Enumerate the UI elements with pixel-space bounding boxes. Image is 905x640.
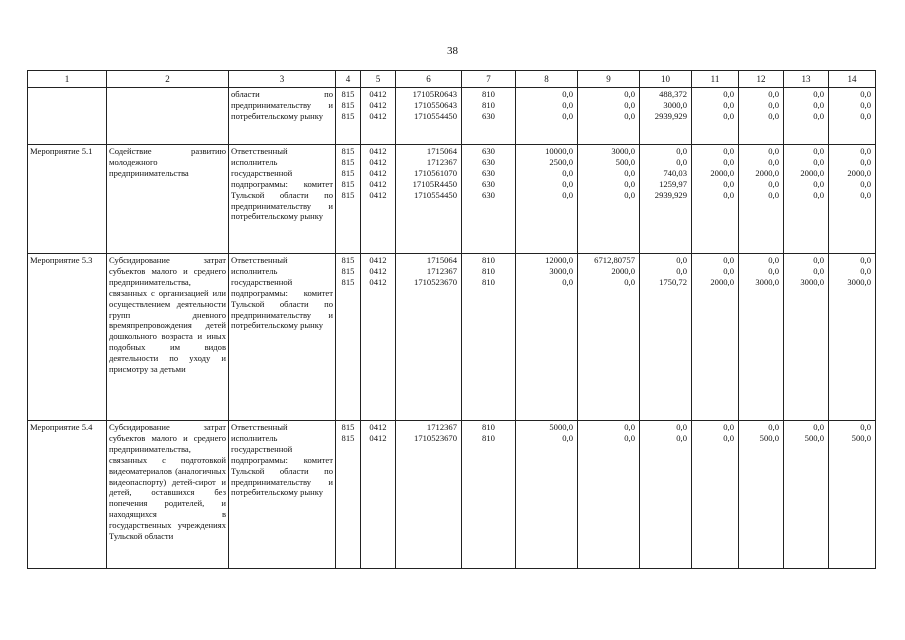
cell-value: 1712367 (426, 422, 457, 432)
cell-value: 1712367 (426, 156, 457, 167)
cell-value: 630 (482, 156, 495, 167)
col-header: 5 (361, 71, 396, 88)
cell-c1: Мероприятие 5.4 (28, 421, 107, 569)
cell-value: 0,0 (562, 189, 573, 200)
cell-value: 17105R0643 (412, 89, 457, 99)
cell-value: 815 (341, 89, 355, 99)
cell-c7 (462, 421, 516, 569)
cell-value: 0,0 (813, 156, 824, 167)
cell-c13 (784, 421, 829, 569)
cell-value: 1750,72 (659, 276, 687, 287)
cell-c10 (640, 254, 692, 421)
cell-value: 810 (482, 99, 495, 110)
cell-value: 0,0 (813, 110, 824, 121)
cell-c11 (692, 88, 739, 145)
cell-value: 2000,0 (710, 167, 734, 178)
cell-value: 2939,929 (654, 110, 687, 121)
cell-value: 0,0 (676, 146, 687, 156)
cell-value: 0,0 (723, 89, 734, 99)
cell-c8 (516, 421, 578, 569)
cell-value: 810 (482, 255, 495, 265)
cell-value: 0,0 (723, 178, 734, 189)
cell-value: 500,0 (804, 432, 824, 443)
cell-c4 (336, 421, 361, 569)
cell-c8 (516, 254, 578, 421)
cell-c2: Субсидирование затрат субъектов малого и среднего предпринимательства, связанных с подготовкой видеоматериалов (аналогичных видеопаспорту) детей-сирот и детей, оставшихся без попечения родителей, и находящихся в государственных учреждениях Тульской области (107, 421, 229, 569)
cell-value: 0,0 (813, 99, 824, 110)
cell-c1: Мероприятие 5.1 (28, 145, 107, 254)
cell-value: 0412 (369, 422, 387, 432)
cell-value: 1710554450 (414, 110, 457, 121)
cell-c3: Ответственный исполнитель государственной подпрограммы: комитет Тульской области по предпринимательству и потребительскому рынку (229, 145, 336, 254)
col-header: 8 (516, 71, 578, 88)
cell-value: 0,0 (723, 265, 734, 276)
cell-value: 0,0 (562, 110, 573, 121)
header-row (28, 71, 876, 88)
cell-c5 (361, 421, 396, 569)
cell-value: 1715064 (426, 255, 457, 265)
col-header: 9 (578, 71, 640, 88)
cell-value: 0412 (369, 156, 387, 167)
cell-value: 630 (482, 146, 495, 156)
cell-value: 0,0 (768, 146, 779, 156)
cell-value: 0,0 (676, 255, 687, 265)
cell-value: 0,0 (813, 89, 824, 99)
program-table (27, 70, 876, 569)
cell-value: 815 (341, 189, 355, 200)
cell-value: 2000,0 (800, 167, 824, 178)
cell-c12 (739, 88, 784, 145)
cell-value: 1710550643 (414, 99, 457, 110)
col-header: 2 (107, 71, 229, 88)
cell-value: 0412 (369, 265, 387, 276)
cell-value: 17105R4450 (412, 178, 457, 189)
cell-value: 815 (341, 99, 355, 110)
cell-value: 815 (341, 276, 355, 287)
cell-value: 0,0 (813, 255, 824, 265)
cell-value: 815 (341, 110, 355, 121)
cell-c8 (516, 88, 578, 145)
cell-value: 0412 (369, 189, 387, 200)
cell-c14 (829, 254, 876, 421)
cell-c6 (396, 145, 462, 254)
table-row (28, 88, 876, 145)
table-row (28, 145, 876, 254)
cell-value: 630 (482, 167, 495, 178)
cell-value: 0,0 (768, 89, 779, 99)
cell-c7 (462, 254, 516, 421)
cell-value: 10000,0 (545, 146, 573, 156)
cell-value: 3000,0 (611, 146, 635, 156)
cell-c5 (361, 88, 396, 145)
cell-value: 810 (482, 432, 495, 443)
col-header: 4 (336, 71, 361, 88)
cell-value: 3000,0 (847, 276, 871, 287)
cell-value: 500,0 (759, 432, 779, 443)
cell-value: 0,0 (768, 110, 779, 121)
cell-value: 0412 (369, 110, 387, 121)
cell-value: 0,0 (723, 255, 734, 265)
cell-value: 0,0 (624, 167, 635, 178)
cell-value: 0,0 (860, 265, 871, 276)
cell-value: 0,0 (860, 255, 871, 265)
cell-c13 (784, 88, 829, 145)
cell-c11 (692, 145, 739, 254)
cell-value: 0412 (369, 99, 387, 110)
cell-value: 0,0 (813, 422, 824, 432)
cell-c12 (739, 421, 784, 569)
cell-value: 1715064 (426, 146, 457, 156)
cell-value: 815 (341, 178, 355, 189)
cell-value: 2000,0 (755, 167, 779, 178)
cell-value: 0,0 (723, 189, 734, 200)
cell-value: 0,0 (624, 110, 635, 121)
cell-value: 740,03 (663, 167, 687, 178)
cell-c8 (516, 145, 578, 254)
cell-value: 500,0 (615, 156, 635, 167)
cell-value: 810 (482, 422, 495, 432)
cell-c12 (739, 254, 784, 421)
cell-c4 (336, 145, 361, 254)
cell-value: 12000,0 (545, 255, 573, 265)
cell-value: 0,0 (624, 189, 635, 200)
cell-value: 810 (482, 89, 495, 99)
cell-value: 0,0 (676, 422, 687, 432)
cell-value: 815 (341, 255, 355, 265)
cell-value: 0,0 (768, 178, 779, 189)
cell-value: 3000,0 (755, 276, 779, 287)
cell-value: 0,0 (813, 265, 824, 276)
col-header: 3 (229, 71, 336, 88)
cell-value: 0,0 (768, 99, 779, 110)
cell-value: 0412 (369, 178, 387, 189)
cell-value: 0,0 (723, 432, 734, 443)
cell-c6 (396, 254, 462, 421)
cell-c3: Ответственный исполнитель государственной подпрограммы: комитет Тульской области по предпринимательству и потребительскому рынку (229, 254, 336, 421)
cell-value: 0,0 (723, 422, 734, 432)
cell-c14 (829, 145, 876, 254)
cell-value: 1712367 (426, 265, 457, 276)
cell-value: 0,0 (624, 432, 635, 443)
cell-value: 5000,0 (549, 422, 573, 432)
cell-value: 815 (341, 167, 355, 178)
col-header: 14 (829, 71, 876, 88)
cell-value: 0,0 (624, 178, 635, 189)
cell-value: 0,0 (860, 99, 871, 110)
cell-value: 0412 (369, 432, 387, 443)
col-header: 12 (739, 71, 784, 88)
cell-value: 0412 (369, 167, 387, 178)
cell-value: 0,0 (860, 189, 871, 200)
cell-value: 0,0 (624, 99, 635, 110)
cell-c9 (578, 254, 640, 421)
cell-value: 0,0 (676, 432, 687, 443)
cell-c6 (396, 88, 462, 145)
cell-c11 (692, 421, 739, 569)
cell-value: 0,0 (723, 156, 734, 167)
cell-value: 815 (341, 156, 355, 167)
cell-value: 0,0 (860, 156, 871, 167)
cell-value: 0412 (369, 89, 387, 99)
cell-value: 0,0 (562, 432, 573, 443)
table-row (28, 254, 876, 421)
cell-value: 0,0 (813, 146, 824, 156)
cell-value: 0,0 (723, 99, 734, 110)
cell-value: 0,0 (768, 422, 779, 432)
cell-value: 0,0 (768, 156, 779, 167)
cell-c9 (578, 145, 640, 254)
col-header: 10 (640, 71, 692, 88)
cell-value: 0412 (369, 255, 387, 265)
cell-value: 2000,0 (611, 265, 635, 276)
col-header: 6 (396, 71, 462, 88)
cell-value: 6712,80757 (594, 255, 635, 265)
cell-value: 0,0 (676, 265, 687, 276)
cell-c13 (784, 145, 829, 254)
cell-c13 (784, 254, 829, 421)
cell-value: 0,0 (562, 89, 573, 99)
cell-c6 (396, 421, 462, 569)
cell-value: 0,0 (723, 146, 734, 156)
cell-value: 3000,0 (549, 265, 573, 276)
cell-c11 (692, 254, 739, 421)
cell-c14 (829, 421, 876, 569)
cell-value: 1710523670 (414, 432, 457, 443)
page-number: 38 (447, 45, 458, 57)
cell-value: 815 (341, 146, 355, 156)
col-header: 11 (692, 71, 739, 88)
cell-value: 1710554450 (414, 189, 457, 200)
cell-value: 0,0 (768, 189, 779, 200)
cell-value: 0,0 (860, 146, 871, 156)
cell-c7 (462, 145, 516, 254)
cell-c10 (640, 88, 692, 145)
cell-value: 630 (482, 178, 495, 189)
cell-value: 815 (341, 265, 355, 276)
cell-c5 (361, 145, 396, 254)
cell-value: 810 (482, 265, 495, 276)
cell-value: 0,0 (624, 276, 635, 287)
cell-value: 0,0 (860, 178, 871, 189)
cell-value: 1710523670 (414, 276, 457, 287)
cell-c14 (829, 88, 876, 145)
cell-c9 (578, 88, 640, 145)
col-header: 7 (462, 71, 516, 88)
cell-value: 1710561070 (414, 167, 457, 178)
cell-c4 (336, 88, 361, 145)
cell-value: 2939,929 (654, 189, 687, 200)
col-header: 13 (784, 71, 829, 88)
cell-value: 3000,0 (800, 276, 824, 287)
cell-value: 3000,0 (663, 99, 687, 110)
cell-value: 0,0 (562, 99, 573, 110)
table-row (28, 421, 876, 569)
cell-value: 0,0 (860, 110, 871, 121)
col-header: 1 (28, 71, 107, 88)
cell-c9 (578, 421, 640, 569)
cell-c4 (336, 254, 361, 421)
cell-value: 0,0 (860, 422, 871, 432)
cell-value: 0,0 (723, 110, 734, 121)
cell-value: 2000,0 (710, 276, 734, 287)
cell-c12 (739, 145, 784, 254)
cell-value: 0,0 (768, 255, 779, 265)
cell-value: 0,0 (813, 178, 824, 189)
cell-value: 0,0 (813, 189, 824, 200)
cell-value: 500,0 (851, 432, 871, 443)
cell-value: 0,0 (624, 89, 635, 99)
cell-c5 (361, 254, 396, 421)
cell-value: 0,0 (860, 89, 871, 99)
cell-c7 (462, 88, 516, 145)
cell-value: 1259,97 (659, 178, 687, 189)
cell-value: 2500,0 (549, 156, 573, 167)
cell-c2 (107, 88, 229, 145)
cell-c1 (28, 88, 107, 145)
cell-value: 0,0 (768, 265, 779, 276)
cell-c10 (640, 421, 692, 569)
cell-value: 0,0 (562, 178, 573, 189)
cell-value: 815 (341, 432, 355, 443)
cell-value: 630 (482, 189, 495, 200)
cell-value: 0,0 (562, 276, 573, 287)
cell-value: 815 (341, 422, 355, 432)
cell-value: 488,372 (659, 89, 687, 99)
cell-c2: Содействие развитию молодежного предпринимательства (107, 145, 229, 254)
cell-value: 0,0 (676, 156, 687, 167)
cell-value: 0412 (369, 276, 387, 287)
cell-value: 810 (482, 276, 495, 287)
cell-value: 2000,0 (847, 167, 871, 178)
cell-c10 (640, 145, 692, 254)
cell-c3: Ответственный исполнитель государственной подпрограммы: комитет Тульской области по предпринимательству и потребительскому рынку (229, 421, 336, 569)
cell-value: 0412 (369, 146, 387, 156)
cell-value: 630 (482, 110, 495, 121)
cell-c1: Мероприятие 5.3 (28, 254, 107, 421)
cell-value: 0,0 (562, 167, 573, 178)
cell-c2: Субсидирование затрат субъектов малого и среднего предпринимательства, связанных с организацией или осуществлением деятельности групп дневного времяпрепровождения детей дошкольного возраста и иных подобных им видов деятельности по уходу и присмотру за детьми (107, 254, 229, 421)
cell-c3: области по предпринимательству и потребительскому рынку (229, 88, 336, 145)
cell-value: 0,0 (624, 422, 635, 432)
